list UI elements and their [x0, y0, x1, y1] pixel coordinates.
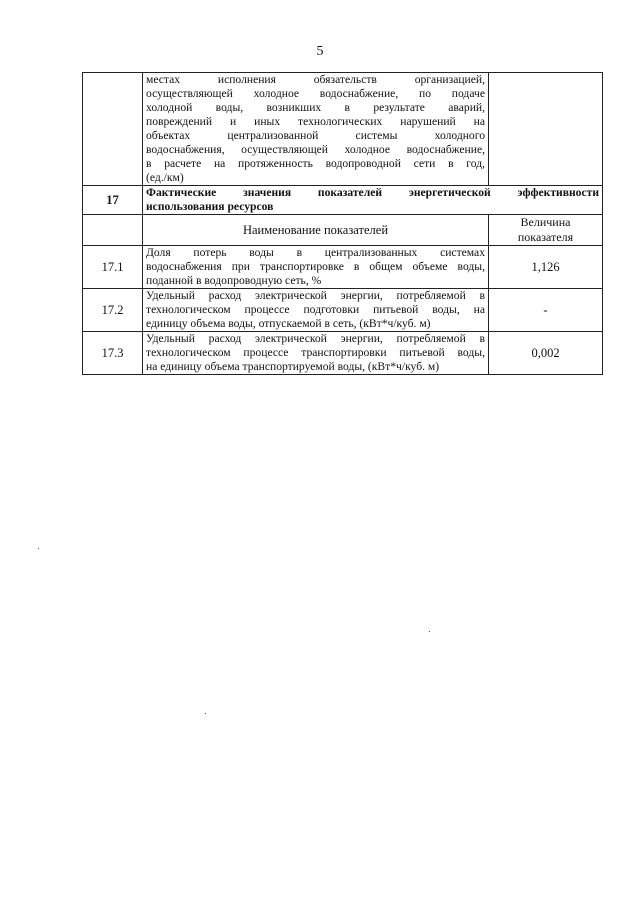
- continuation-text-cell: [143, 73, 489, 186]
- row-name-line: технологическом процессе транспортировки питьевой воды,: [146, 346, 485, 359]
- row-name-line: Доля потерь воды в централизованных системах: [146, 246, 485, 259]
- row-name-cell: [143, 332, 489, 375]
- continuation-row: [83, 73, 603, 186]
- section-row: [83, 186, 603, 215]
- continuation-value-cell: [489, 73, 603, 186]
- header-name: Наименование показателей: [143, 215, 489, 246]
- scan-speck: [205, 713, 206, 714]
- row-name-line: на единицу объема транспортируемой воды, (кВт*ч/куб. м): [146, 360, 440, 373]
- scan-speck: [429, 631, 430, 632]
- header-row: [83, 215, 603, 246]
- continuation-line: объектах централизованной системы холодного: [146, 129, 485, 142]
- continuation-line: местах исполнения обязательств организацией,: [146, 73, 485, 86]
- continuation-num-cell: [83, 73, 143, 186]
- row-name-line: технологическом процессе подготовки питьевой воды, на: [146, 303, 485, 316]
- scan-speck: [38, 548, 39, 549]
- table-row: [83, 289, 603, 332]
- row-name-cell: [143, 246, 489, 289]
- row-value: -: [489, 289, 603, 332]
- section-number: 17: [83, 186, 143, 215]
- continuation-line: (ед./км): [146, 171, 184, 184]
- row-number: 17.2: [83, 289, 143, 332]
- section-title-line: Фактические значения показателей энергетической эффективности: [146, 186, 599, 199]
- header-value-cell: [489, 215, 603, 246]
- continuation-line: в расчете на протяженность водопроводной сети в год,: [146, 157, 485, 170]
- row-value: 0,002: [489, 332, 603, 375]
- row-name-cell: [143, 289, 489, 332]
- row-name-line: водоснабжения при транспортировке в общем объеме воды,: [146, 260, 485, 273]
- header-value-line: Величина: [520, 215, 571, 229]
- row-name-line: единицу объема воды, отпускаемой в сеть, (кВт*ч/куб. м): [146, 317, 431, 330]
- continuation-line: осуществляющей холодное водоснабжение, по подаче: [146, 87, 485, 100]
- section-title-cell: [143, 186, 603, 215]
- page-number: 5: [316, 44, 324, 59]
- row-number: 17.1: [83, 246, 143, 289]
- row-name-line: Удельный расход электрической энергии, потребляемой в: [146, 289, 485, 302]
- table-row: [83, 246, 603, 289]
- continuation-line: водоснабжения, осуществляющей холодное водоснабжение,: [146, 143, 485, 156]
- row-name-line: поданной в водопроводную сеть, %: [146, 274, 322, 287]
- header-num-cell: [83, 215, 143, 246]
- continuation-line: повреждений и иных технологических нарушений на: [146, 115, 485, 128]
- table-row: [83, 332, 603, 375]
- indicators-table: [82, 72, 603, 375]
- row-number: 17.3: [83, 332, 143, 375]
- section-title-line: использования ресурсов: [146, 200, 274, 213]
- row-value: 1,126: [489, 246, 603, 289]
- row-name-line: Удельный расход электрической энергии, потребляемой в: [146, 332, 485, 345]
- header-value-line: показателя: [517, 230, 574, 244]
- continuation-line: холодной воды, возникших в результате аварий,: [146, 101, 485, 114]
